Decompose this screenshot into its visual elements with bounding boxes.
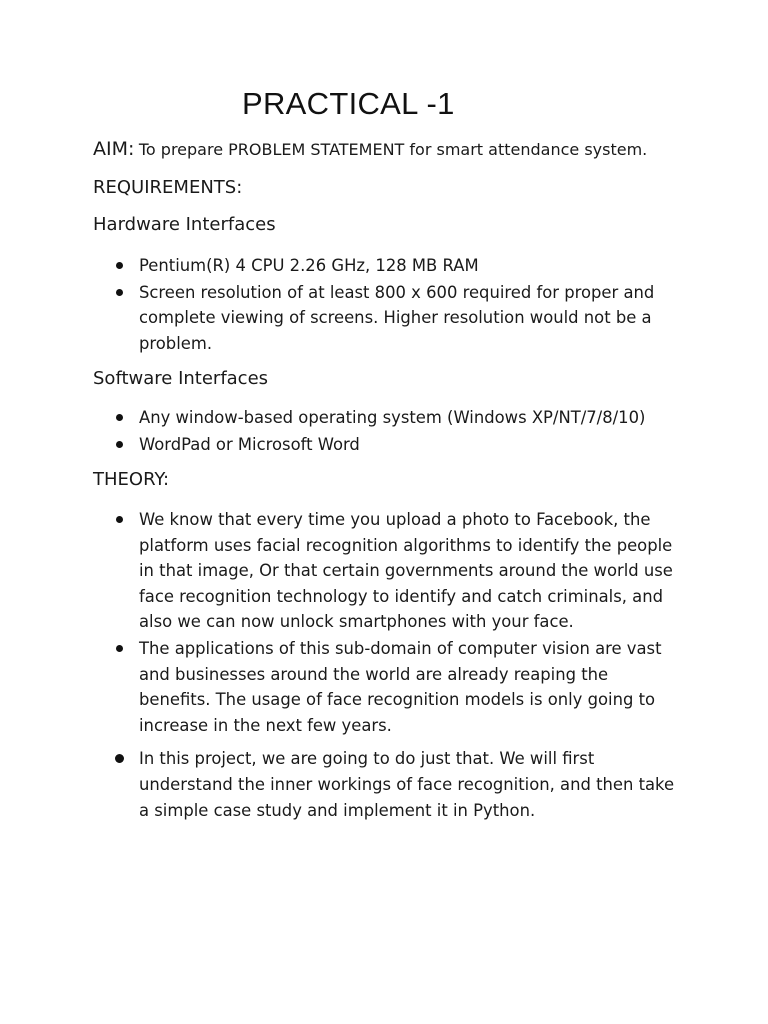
aim-line (93, 138, 647, 160)
page-title: PRACTICAL -1 (242, 86, 455, 121)
bullet-icon (116, 645, 123, 652)
list-item-text: In this project, we are going to do just that. We will first understand the inner workings of face recognition, and then take a simple case study and implement it in Python. (139, 749, 675, 820)
bullet-icon (116, 516, 123, 523)
list-item (0, 636, 679, 738)
hardware-list (0, 253, 679, 356)
bullet-icon (116, 414, 123, 421)
hardware-heading: Hardware Interfaces (93, 214, 276, 235)
list-item-text: The applications of this sub-domain of computer vision are vast and businesses around the world are already reaping the benefits. The usage of face recognition models is only going to increase in the next few years. (139, 638, 662, 735)
aim-label: AIM: (93, 138, 135, 160)
list-item (0, 432, 679, 458)
theory-heading: THEORY: (93, 469, 170, 490)
bullet-icon (116, 289, 123, 296)
list-item (0, 253, 679, 279)
list-item-text: Any window-based operating system (Windows XP/NT/7/8/10) (139, 408, 646, 427)
list-item (0, 280, 679, 357)
theory-list (0, 507, 679, 823)
list-item-text: We know that every time you upload a photo to Facebook, the platform uses facial recognition algorithms to identify the people in that image, Or that certain governments around the world use face recognition technology to identify and catch criminals, and also we can now unlock smartphones with your face. (139, 510, 673, 632)
aim-text: To prepare PROBLEM STATEMENT for smart attendance system. (138, 140, 648, 159)
requirements-heading: REQUIREMENTS: (93, 177, 243, 198)
list-item (0, 746, 679, 823)
list-item-text: Screen resolution of at least 800 x 600 required for proper and complete viewing of screens. Higher resolution would not be a problem. (139, 282, 655, 353)
bullet-icon (116, 441, 123, 448)
software-list (0, 405, 679, 457)
bullet-icon (115, 754, 124, 763)
list-item-text: Pentium(R) 4 CPU 2.26 GHz, 128 MB RAM (139, 256, 479, 275)
software-heading: Software Interfaces (93, 368, 269, 389)
bullet-icon (116, 262, 123, 269)
list-item (0, 507, 679, 635)
list-item-text: WordPad or Microsoft Word (139, 434, 360, 454)
list-item (0, 405, 679, 431)
